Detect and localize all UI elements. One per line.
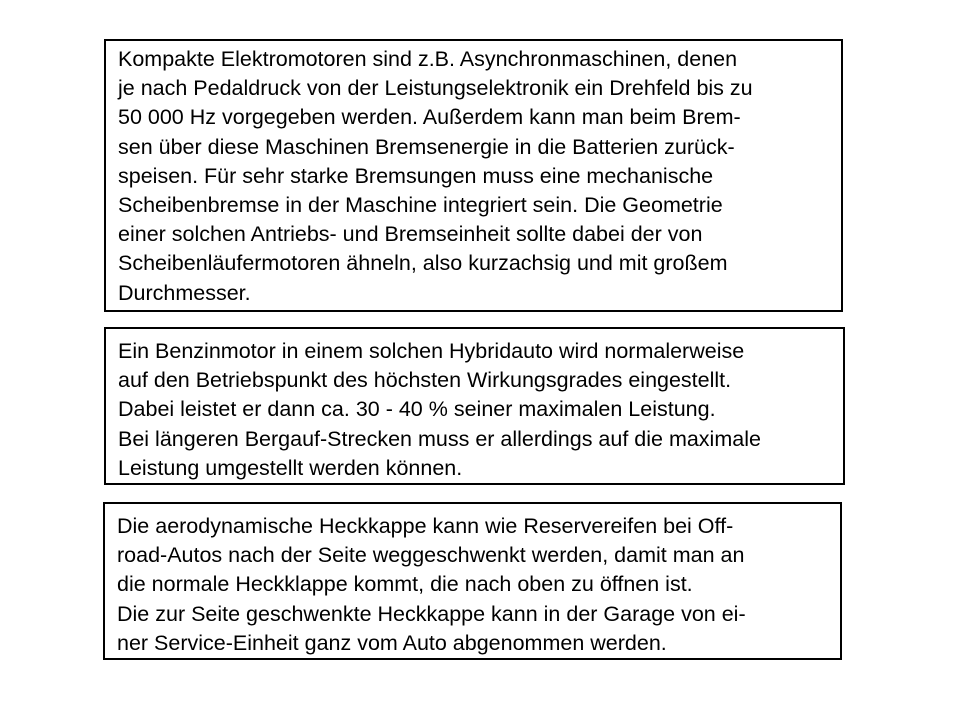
text-line: Kompakte Elektromotoren sind z.B. Asynchronmaschinen, denen (118, 47, 738, 71)
text-line: Durchmesser. (118, 280, 251, 305)
text-box-petrol-engine (104, 327, 845, 485)
text-line: 50 000 Hz vorgegeben werden. Außerdem kann man beim Brem- (118, 105, 741, 130)
text-line: Leistung umgestellt werden können. (118, 455, 463, 480)
text-line: auf den Betriebspunkt des höchsten Wirkungsgrades eingestellt. (118, 368, 732, 393)
text-line: Die aerodynamische Heckkappe kann wie Reservereifen bei Off- (117, 514, 734, 538)
text-line: road-Autos nach der Seite weggeschwenkt werden, damit man an (117, 543, 745, 568)
text-line: speisen. Für sehr starke Bremsungen muss eine mechanische (118, 163, 714, 188)
text-box-electric-motors (104, 39, 843, 312)
text-box-rear-cap (103, 502, 842, 660)
text-line: Ein Benzinmotor in einem solchen Hybridauto wird normalerweise (118, 339, 745, 363)
text-line: einer solchen Antriebs- und Bremseinheit sollte dabei der von (118, 222, 703, 247)
text-line: je nach Pedaldruck von der Leistungselektronik ein Drehfeld bis zu (118, 76, 753, 101)
text-line: Scheibenläufermotoren ähneln, also kurzachsig und mit großem (118, 251, 728, 276)
text-line: Dabei leistet er dann ca. 30 - 40 % seiner maximalen Leistung. (118, 397, 716, 422)
text-line: Bei längeren Bergauf-Strecken muss er allerdings auf die maximale (118, 426, 761, 451)
text-line: sen über diese Maschinen Bremsenergie in die Batterien zurück- (118, 134, 735, 159)
text-line: ner Service-Einheit ganz vom Auto abgenommen werden. (117, 630, 667, 655)
text-line: die normale Heckklappe kommt, die nach oben zu öffnen ist. (117, 572, 693, 597)
text-line: Die zur Seite geschwenkte Heckkappe kann in der Garage von ei- (117, 601, 746, 626)
text-line: Scheibenbremse in der Maschine integriert sein. Die Geometrie (118, 193, 723, 218)
